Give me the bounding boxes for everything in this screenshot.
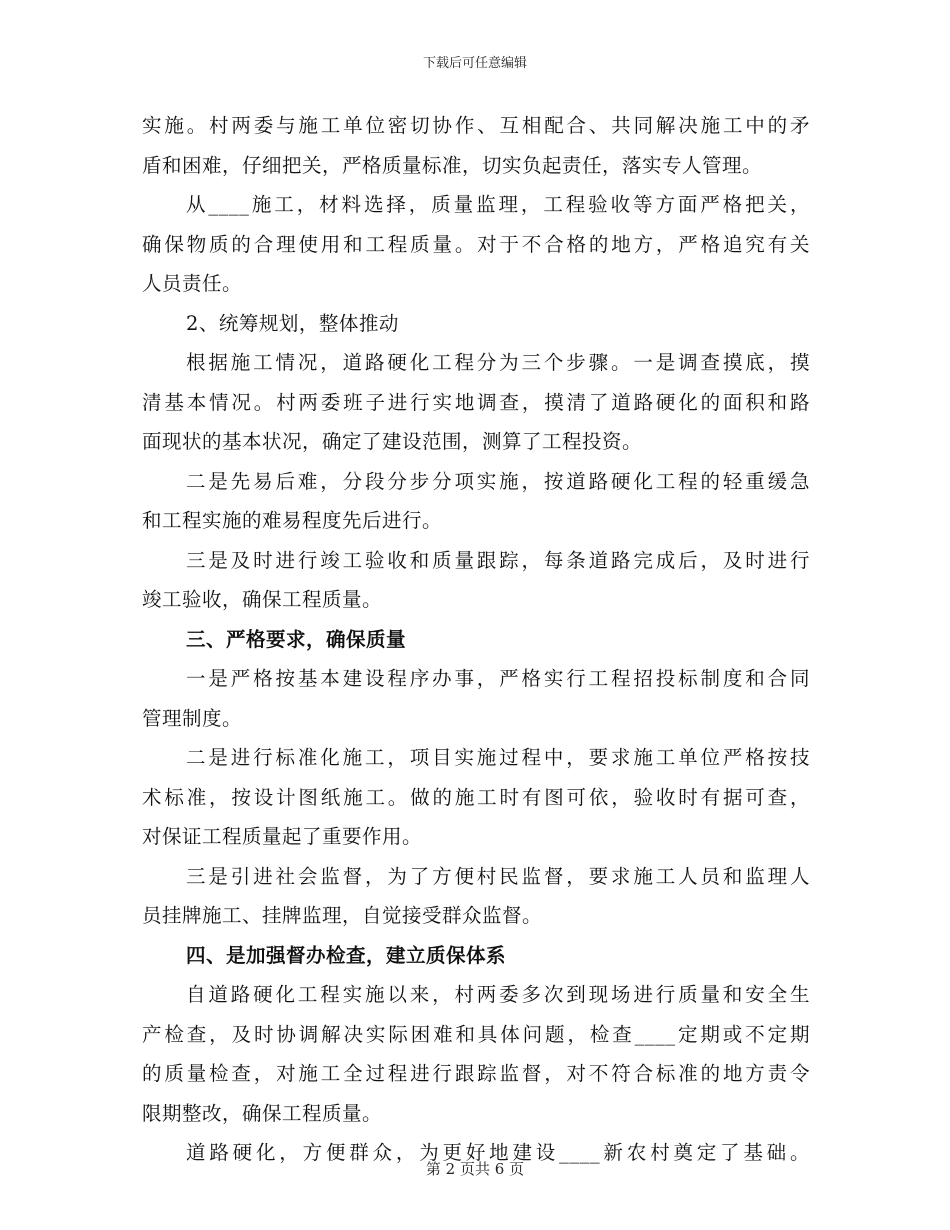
text-line: 和工程实施的难易程度先后进行。 [142,509,443,532]
text-line: 根据施工情况，道路硬化工程分为三个步骤。一是调查摸底，摸 [186,351,810,374]
text-line: 面现状的基本状况，确定了建设范围，测算了工程投资。 [142,430,643,453]
text-line: 员挂牌施工、挂牌监理，自觉接受群众监督。 [142,904,543,927]
text-line: 管理制度。 [142,706,243,730]
text-line: 的质量检查，对施工全过程进行跟踪监督，对不符合标准的地方责令 [142,1062,810,1085]
text-line: 限期整改，确保工程质量。 [142,1101,383,1125]
text-line: 术标准，按设计图纸施工。做的施工时有图可依，验收时有据可查， [142,785,810,809]
text-line: 清基本情况。村两委班子进行实地调查，摸清了道路硬化的面积和路 [142,390,810,414]
document-body [142,106,810,1173]
text-line: 自道路硬化工程实施以来，村两委多次到现场进行质量和安全生 [186,983,810,1006]
section-heading: 三、严格要求，确保质量 [186,627,407,651]
text-line: 产检查，及时协调解决实际困难和具体问题，检查____定期或不定期 [142,1022,810,1046]
text-line: 三是引进社会监督，为了方便村民监督，要求施工人员和监理人 [186,864,810,888]
text-line: 道路硬化，方便群众，为更好地建设____新农村奠定了基础。 [186,1141,810,1164]
text-line: 竣工验收，确保工程质量。 [142,588,383,611]
text-line: 盾和困难，仔细把关，严格质量标准，切实负起责任，落实专人管理。 [142,153,763,177]
page-header: 下载后可任意编辑 [422,56,527,71]
text-line: 一是严格按基本建设程序办事，严格实行工程招投标制度和合同 [186,667,810,690]
text-line: 二是先易后难，分段分步分项实施，按道路硬化工程的轻重缓急 [186,469,810,493]
text-line: 实施。村两委与施工单位密切协作、互相配合、共同解决施工中的矛 [142,114,810,137]
text-line: 2、统筹规划，整体推动 [186,311,399,335]
text-line: 从____施工，材料选择，质量监理，工程验收等方面严格把关， [186,193,810,216]
text-line: 二是进行标准化施工，项目实施过程中，要求施工单位严格按技 [186,746,810,769]
text-line: 确保物质的合理使用和工程质量。对于不合格的地方，严格追究有关 [142,232,810,256]
text-line: 三是及时进行竣工验收和质量跟踪，每条道路完成后，及时进行 [186,548,810,572]
section-heading: 四、是加强督办检查，建立质保体系 [186,943,507,967]
text-line: 对保证工程质量起了重要作用。 [142,825,423,848]
page-footer: 第 2 页共 6 页 [425,1160,525,1178]
text-line: 人员责任。 [142,272,243,295]
